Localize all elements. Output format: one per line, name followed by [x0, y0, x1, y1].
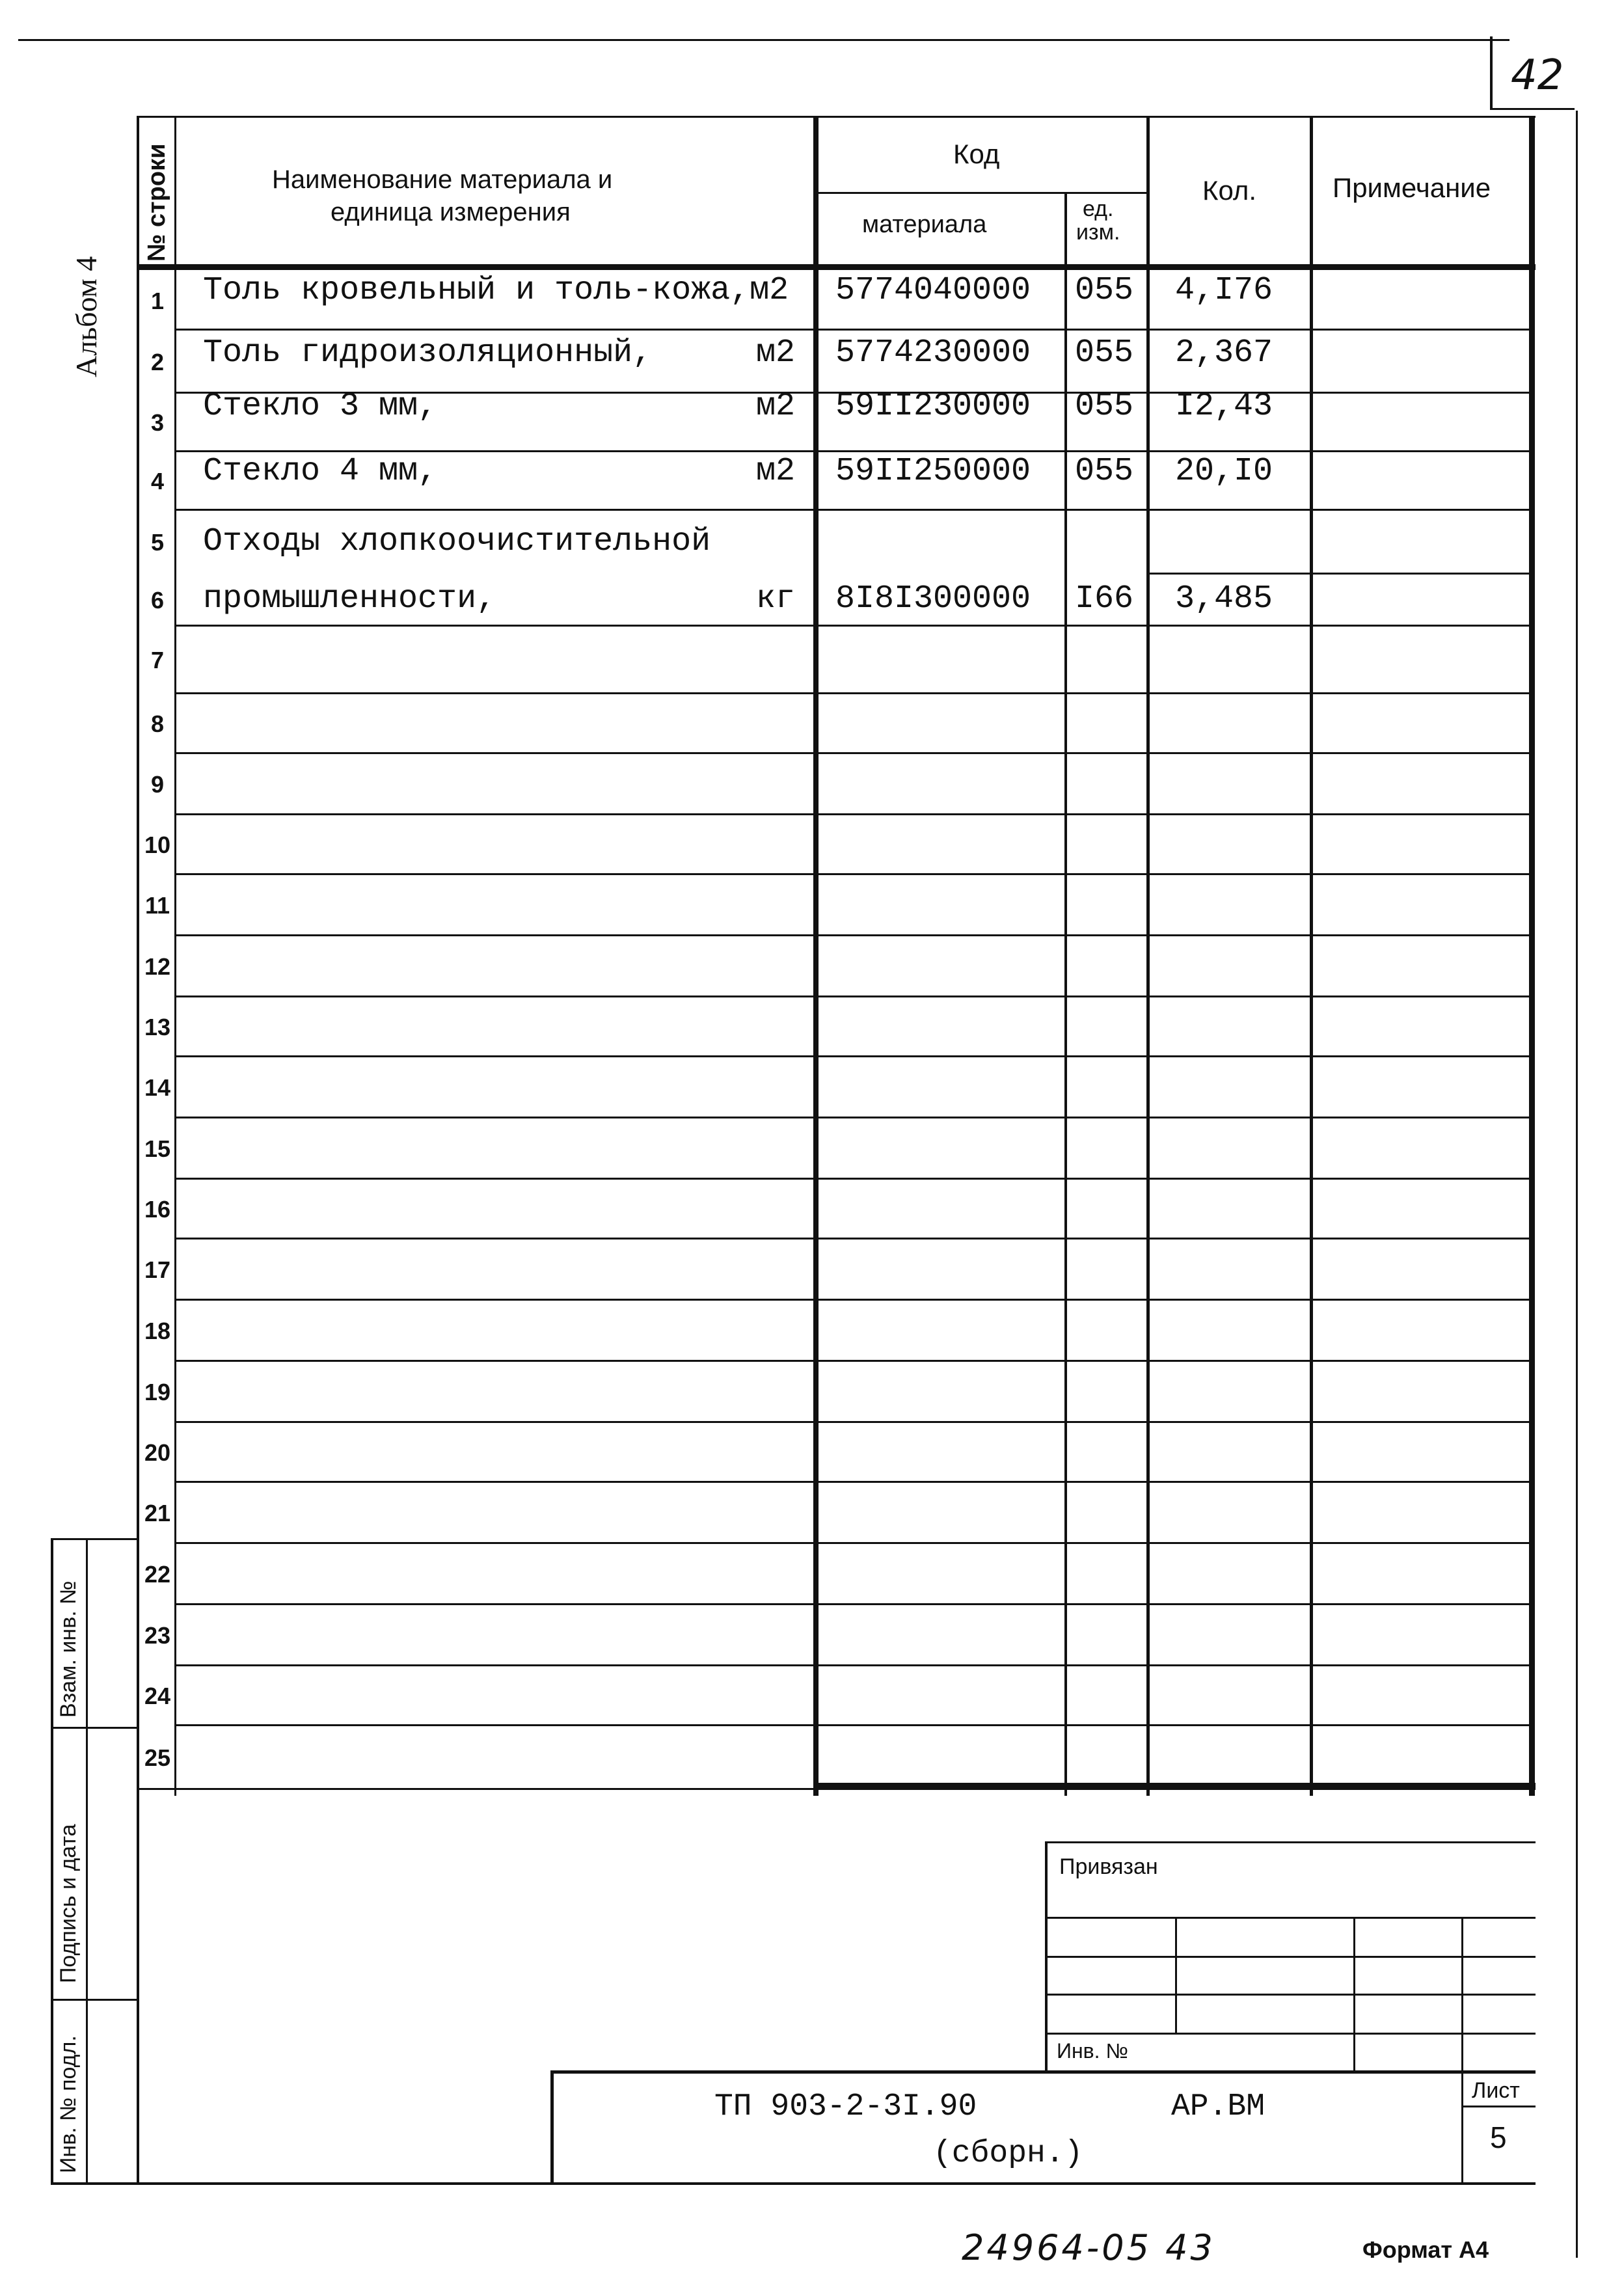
sheet-value: 5: [1490, 2120, 1507, 2154]
header-material: материала: [862, 211, 987, 238]
row-divider: [174, 509, 1529, 511]
row-number: 20: [144, 1439, 171, 1466]
quantity-value: 20,I0: [1175, 453, 1273, 490]
row-divider: [174, 752, 1529, 754]
material-code: 59II250000: [835, 453, 1031, 490]
row-number: 1: [150, 288, 165, 314]
left-stamp-div2: [51, 1999, 138, 2001]
row-divider: [174, 1603, 1529, 1605]
row-number: 13: [144, 1014, 171, 1040]
row-number: 11: [144, 892, 170, 919]
stamp-inv-podl: Инв. № подл.: [56, 2035, 81, 2173]
material-unit-name: м2: [756, 453, 796, 490]
row-divider: [174, 692, 1529, 694]
row-number: 12: [144, 953, 171, 980]
doc-mark: АР.ВМ: [1171, 2089, 1265, 2124]
row-divider: [174, 996, 1529, 997]
format-label: Формат А4: [1362, 2236, 1489, 2263]
header-row-no: № строки: [143, 143, 170, 262]
row-number: 23: [144, 1622, 171, 1649]
row-divider: [174, 450, 1529, 452]
row-divider: [174, 1664, 1529, 1666]
privyazan-label: Привязан: [1059, 1854, 1158, 1879]
row-divider: [174, 1238, 1529, 1239]
doc-block-top: [550, 2070, 1536, 2074]
row-divider: [174, 329, 1529, 331]
row-number: 21: [144, 1500, 171, 1526]
row-divider: [174, 1178, 1529, 1180]
row-divider: [174, 1481, 1529, 1483]
row-divider: [174, 1421, 1529, 1423]
material-name: промышленности,: [203, 580, 496, 617]
row-divider: [174, 1360, 1529, 1362]
header-code: Код: [953, 139, 1000, 169]
row-divider: [174, 873, 1529, 875]
row-divider: [174, 1299, 1529, 1301]
doc-block-left: [550, 2070, 554, 2184]
material-name: Стекло 4 мм,: [203, 453, 438, 490]
unit-code: I66: [1075, 580, 1134, 617]
unit-code: 055: [1075, 334, 1134, 372]
left-stamp-div1: [51, 1727, 138, 1729]
tb-col3: [1461, 1917, 1463, 2184]
left-stamp-top: [51, 1538, 138, 1540]
tb-col1: [1175, 1917, 1177, 2033]
row-divider: [174, 1542, 1529, 1544]
row-number: 14: [144, 1074, 171, 1101]
row-divider: [1146, 573, 1529, 575]
album-label: Альбом 4: [70, 256, 103, 377]
table-bottom-line: [137, 1788, 1536, 1790]
quantity-value: 2,367: [1175, 334, 1273, 372]
page-number-box-bottom: [1490, 108, 1575, 110]
col-unit-border: [1064, 192, 1067, 1796]
stamp-podpis-data: Подпись и дата: [56, 1824, 81, 1983]
header-note: Примечание: [1333, 172, 1491, 203]
page-number: 42: [1511, 51, 1564, 100]
row-number: 16: [144, 1196, 171, 1223]
row-divider: [174, 1724, 1529, 1726]
header-unit-line1: ед.: [1083, 196, 1114, 221]
handwritten-number: 24964-05 43: [962, 2227, 1215, 2268]
row-number: 24: [144, 1683, 171, 1709]
row-number: 2: [150, 349, 165, 375]
material-name: Стекло 3 мм,: [203, 388, 438, 425]
row-divider: [174, 1055, 1529, 1057]
row-number: 15: [144, 1135, 171, 1162]
sheet-label-line: [1461, 2106, 1536, 2107]
header-name-line1: Наименование материала и: [272, 165, 613, 194]
top-border: [18, 39, 1509, 41]
material-code: 8I8I300000: [835, 580, 1031, 617]
page-number-box-left: [1490, 36, 1493, 109]
material-name: Отходы хлопкоочистительной: [203, 523, 711, 560]
tb-top: [1045, 1841, 1536, 1843]
row-number: 5: [150, 529, 165, 556]
material-code: 5774040000: [835, 272, 1031, 309]
doc-code: ТП 903-2-3I.90: [714, 2089, 977, 2124]
row-number: 8: [150, 711, 165, 737]
quantity-value: I2,43: [1175, 388, 1273, 425]
left-stamp-inner: [86, 1538, 88, 2184]
row-number: 4: [150, 468, 165, 494]
material-code: 5774230000: [835, 334, 1031, 372]
header-bottom-line: [137, 264, 1536, 270]
row-number: 9: [150, 771, 165, 798]
material-unit-name: м2: [756, 334, 796, 372]
quantity-value: 4,I76: [1175, 272, 1273, 309]
header-unit-line2: изм.: [1076, 220, 1120, 245]
row-number: 17: [144, 1256, 171, 1283]
row-divider: [174, 934, 1529, 936]
material-unit-name: м2: [756, 388, 796, 425]
doc-sub: (сборн.): [933, 2136, 1083, 2171]
table-right-border: [1529, 116, 1535, 1796]
sheet-label: Лист: [1472, 2078, 1520, 2103]
row-number: 22: [144, 1561, 171, 1588]
material-unit-name: кг: [756, 580, 796, 617]
row-number: 6: [150, 587, 165, 614]
right-page-edge: [1576, 111, 1578, 2258]
header-name-line2: единица измерения: [331, 198, 571, 226]
unit-code: 055: [1075, 453, 1134, 490]
material-name: Толь кровельный и толь-кожа,м2: [203, 272, 789, 309]
header-qty: Кол.: [1202, 175, 1257, 206]
tb-col2: [1353, 1917, 1355, 2073]
header-code-line: [815, 192, 1147, 194]
stamp-vzam-inv: Взам. инв. №: [56, 1580, 81, 1718]
row-number: 10: [144, 832, 171, 858]
unit-code: 055: [1075, 272, 1134, 309]
quantity-value: 3,485: [1175, 580, 1273, 617]
row-number: 25: [144, 1744, 171, 1771]
table-left-border: [137, 116, 139, 2185]
row-divider: [174, 1117, 1529, 1118]
row-number: 18: [144, 1318, 171, 1344]
row-number: 3: [150, 409, 165, 436]
left-stamp-outer: [51, 1538, 53, 2184]
row-divider: [174, 625, 1529, 627]
material-code: 59II230000: [835, 388, 1031, 425]
page-bottom-line: [51, 2182, 1536, 2185]
row-number: 7: [150, 647, 165, 673]
row-divider: [174, 813, 1529, 815]
row-number: 19: [144, 1379, 171, 1405]
material-name: Толь гидроизоляционный,: [203, 334, 653, 372]
unit-code: 055: [1075, 388, 1134, 425]
header-top-line: [137, 116, 1536, 118]
inv-no-label: Инв. №: [1057, 2039, 1128, 2063]
